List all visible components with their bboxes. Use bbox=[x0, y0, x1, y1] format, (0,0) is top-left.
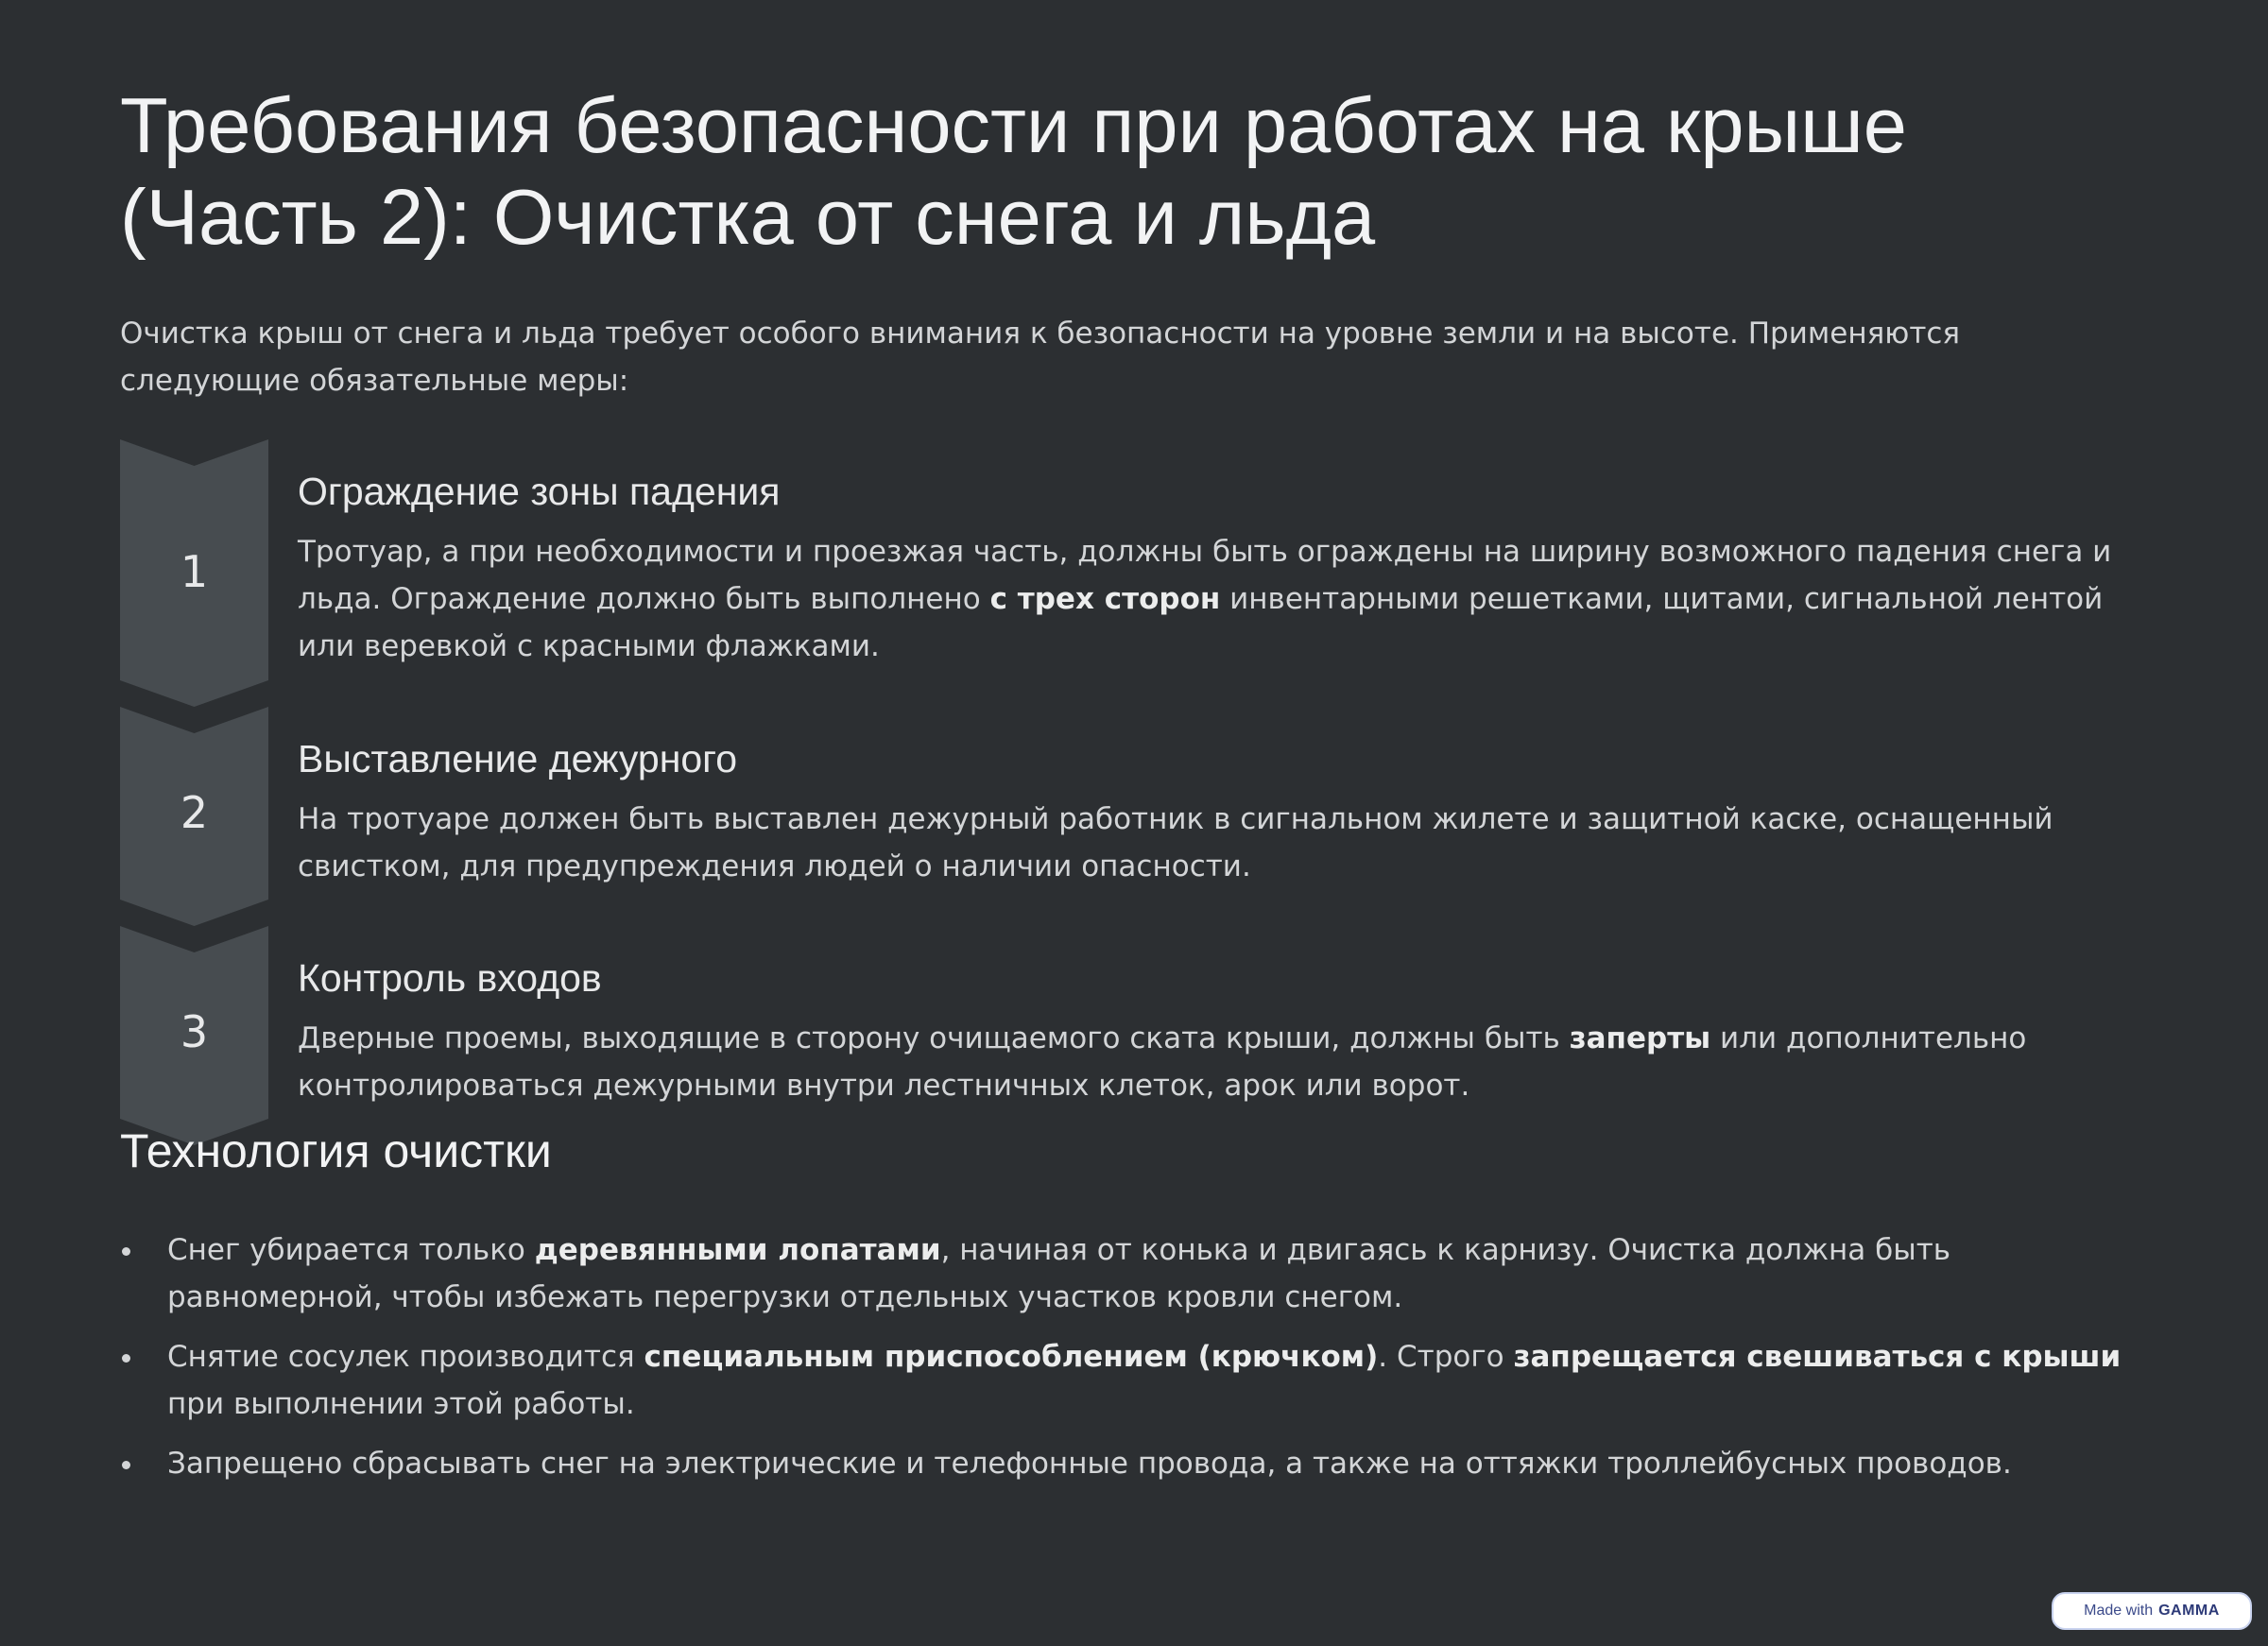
step-1-text-bold: с трех сторон bbox=[989, 582, 1221, 616]
step-2-heading: Выставление дежурного bbox=[298, 737, 738, 780]
step-1 bbox=[120, 439, 2142, 707]
step-1-number: 1 bbox=[180, 546, 209, 597]
page-title bbox=[120, 79, 2142, 263]
badge-made-with: Made with bbox=[2084, 1603, 2154, 1619]
steps-list bbox=[120, 439, 2142, 1145]
section-title: Технология очистки bbox=[120, 1124, 552, 1177]
bullet-2-c: . Строго bbox=[1378, 1340, 1514, 1374]
made-with-gamma-badge[interactable] bbox=[2052, 1592, 2252, 1630]
step-3-number: 3 bbox=[180, 1006, 209, 1057]
step-1-text-a: Тротуар, а при необходимости и проезжая часть, должны быть ограждены на ширину возможного падения снега и льда. Ограждение должно быть выполнено bbox=[298, 535, 2112, 616]
step-3-marker bbox=[120, 926, 268, 1145]
bullet-3-text: Запрещено сбрасывать снег на электрические и телефонные провода, а также на оттяжки троллейбусных проводов. bbox=[167, 1447, 2012, 1481]
gamma-logo: GAMMA bbox=[2158, 1603, 2220, 1619]
step-3-text-a: Дверные проемы, выходящие в сторону очищаемого ската крыши, должны быть bbox=[298, 1021, 1570, 1055]
bullet-list bbox=[120, 1226, 2142, 1500]
bullet-dot bbox=[122, 1247, 130, 1256]
step-3-content bbox=[298, 926, 2140, 1145]
bullet-2-a: Снятие сосулек производится bbox=[167, 1340, 644, 1374]
slide bbox=[120, 79, 2142, 1145]
bullet-2-text bbox=[167, 1340, 2121, 1421]
bullet-item-1 bbox=[120, 1226, 2142, 1321]
title-line-2: (Часть 2): Очистка от снега и льда bbox=[120, 173, 1376, 261]
bullet-2-bold-1: специальным приспособлением (крючком) bbox=[644, 1340, 1379, 1374]
bullet-dot bbox=[122, 1354, 130, 1363]
bullet-2-bold-2: запрещается свешиваться с крыши bbox=[1513, 1340, 2122, 1374]
step-1-heading: Ограждение зоны падения bbox=[298, 470, 781, 513]
step-2-text: На тротуаре должен быть выставлен дежурный работник в сигнальном жилете и защитной каске, оснащенный свистком, для предупреждения людей о наличии опасности. bbox=[298, 802, 2053, 883]
step-1-text bbox=[298, 528, 2140, 670]
step-1-text-b: инвентарными решетками, щитами, сигнальной лентой или веревкой с красными флажками. bbox=[298, 582, 2104, 663]
bullet-item-3 bbox=[120, 1440, 2142, 1487]
step-2-marker bbox=[120, 707, 268, 926]
step-2 bbox=[120, 707, 2142, 926]
step-1-content bbox=[298, 439, 2140, 707]
step-1-marker bbox=[120, 439, 268, 707]
step-3-text-b: или дополнительно контролироваться дежурными внутри лестничных клеток, арок или ворот. bbox=[298, 1021, 2027, 1103]
step-2-content bbox=[298, 707, 2140, 926]
intro-paragraph: Очистка крыш от снега и льда требует особого внимания к безопасности на уровне земли и на высоте. Применяются следующие обязательные меры: bbox=[120, 317, 1961, 398]
bullet-2-d: при выполнении этой работы. bbox=[167, 1387, 635, 1421]
bullet-1-a: Снег убирается только bbox=[167, 1233, 535, 1267]
step-3-text bbox=[298, 1015, 2140, 1109]
title-line-1: Требования безопасности при работах на крыше bbox=[120, 81, 1907, 169]
step-2-number: 2 bbox=[180, 787, 209, 838]
step-3 bbox=[120, 926, 2142, 1145]
step-3-heading: Контроль входов bbox=[298, 956, 602, 1000]
bullet-1-bold: деревянными лопатами bbox=[534, 1233, 941, 1267]
bullet-dot bbox=[122, 1461, 130, 1469]
bullet-1-text bbox=[167, 1233, 1950, 1314]
bullet-item-2 bbox=[120, 1333, 2142, 1428]
step-3-text-bold: заперты bbox=[1569, 1021, 1711, 1055]
bullet-1-c: , начиная от конька и двигаясь к карнизу. Очистка должна быть равномерной, чтобы избежать перегрузки отдельных участков кровли снегом. bbox=[167, 1233, 1951, 1314]
